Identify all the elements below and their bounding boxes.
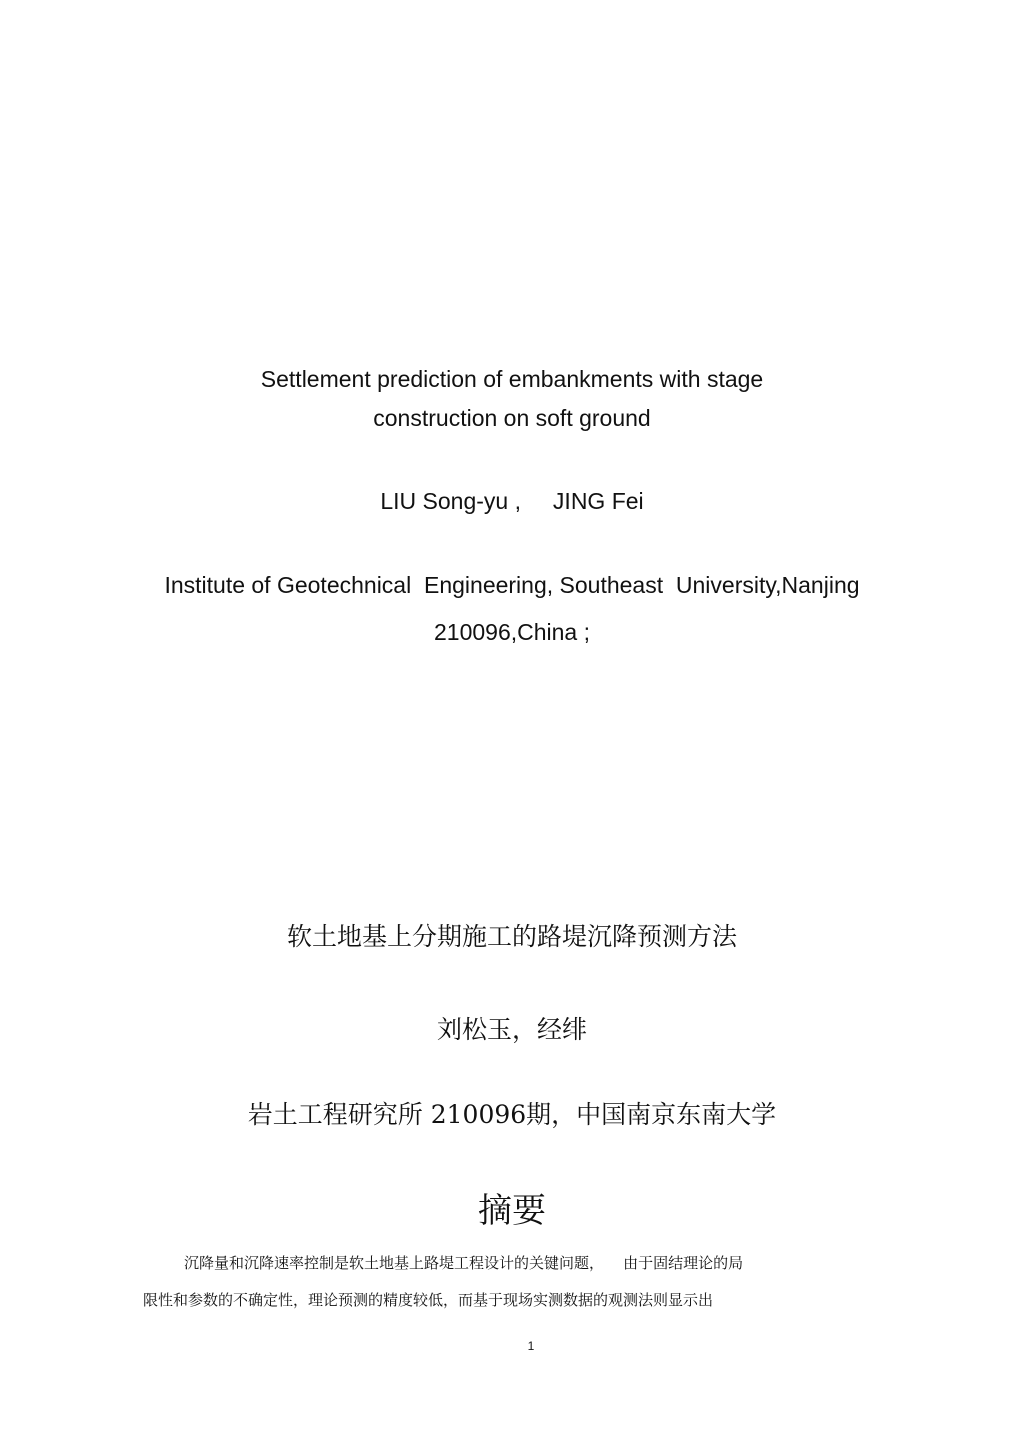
english-affiliation-line-2: 210096,China ;: [433, 619, 590, 645]
abstract-text-line-1: 沉降量和沉降速率控制是软土地基上路堤工程设计的关键问题， 由于固结理论的局: [184, 1254, 744, 1272]
english-affiliation-line-1: Institute of Geotechnical Engineering, Southeast University,Nanjing: [164, 572, 860, 598]
english-authors: LIU Song-yu , JING Fei: [380, 488, 644, 514]
chinese-title: 软土地基上分期施工的路堤沉降预测方法: [286, 922, 737, 951]
chinese-affiliation: 岩土工程研究所 210096期，中国南京东南大学: [247, 1100, 777, 1129]
abstract-text-line-2: 限性和参数的不确定性，理论预测的精度较低，而基于现场实测数据的观测法则显示出: [143, 1291, 714, 1309]
english-title-line-2: construction on soft ground: [373, 405, 651, 431]
chinese-authors: 刘松玉，经绯: [436, 1015, 587, 1044]
abstract-heading: 摘要: [478, 1191, 546, 1231]
page-number: 1: [527, 1339, 535, 1353]
english-title-line-1: Settlement prediction of embankments with stage: [260, 366, 764, 392]
